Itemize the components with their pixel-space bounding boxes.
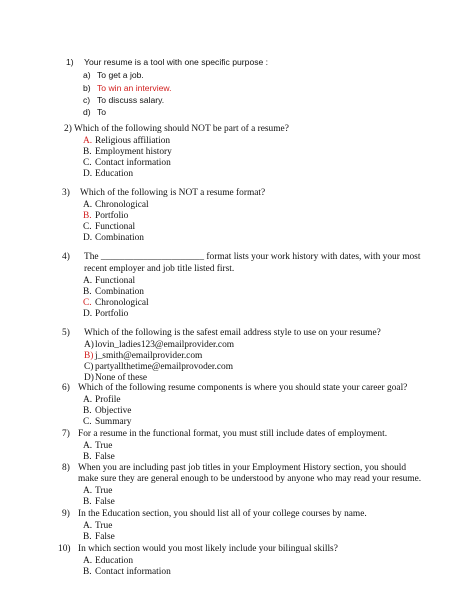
option-7a: A. True [83,441,113,451]
question-3: 3) Which of the following is NOT a resume format? [62,188,266,198]
option-3b: B. Portfolio [83,211,129,221]
option-8a: A. True [83,486,113,496]
option-1d: d) To [83,107,107,117]
option-5b: B) j_smith@emailprovider.com [84,351,203,361]
option-8b: B. False [83,497,115,507]
question-2: 2) Which of the following should NOT be part of a resume? [64,124,289,134]
option-3a: A. Chronological [83,200,149,210]
option-9b: B. False [83,532,115,542]
question-8-line2: make sure they are general enough to be understood by anyone who may read your resume. [78,474,422,484]
question-8: 8) When you are including past job titles in your Employment History section, you should [62,463,407,473]
option-4d: D. Portfolio [83,309,129,319]
option-10b: B. Contact information [83,567,171,577]
option-2c: C. Contact information [83,158,171,168]
option-10a: A. Education [83,556,134,566]
option-5c: C) partyallthetime@emailprovoder.com [84,362,234,372]
option-4b: B. Combination [83,287,144,297]
option-2a: A. Religious affiliation [83,136,171,146]
question-5: 5) Which of the following is the safest email address style to use on your resume? [62,328,381,338]
option-6c: C. Summary [83,417,132,427]
question-6: 6) Which of the following resume components is where you should state your career goal? [62,383,408,393]
option-3d: D. Combination [83,233,144,243]
question-10: 10) In which section would you most likely include your bilingual skills? [58,544,338,554]
option-1b: b) To win an interview. [83,83,172,93]
question-9: 9) In the Education section, you should list all of your college courses by name. [62,509,367,519]
option-2b: B. Employment history [83,147,172,157]
question-stem: Your resume is a tool with one specific purpose : [84,57,269,67]
option-1a: a) To get a job. [83,70,144,80]
option-7b: B. False [83,452,115,462]
option-4c: C. Chronological [83,298,149,308]
question-4-line2: recent employer and job title listed first. [84,264,235,274]
option-6b: B. Objective [83,406,132,416]
option-6a: A. Profile [83,395,121,405]
question-7: 7) For a resume in the functional format, you must still include dates of employment. [62,429,388,439]
option-1c: c) To discuss salary. [83,95,165,105]
question-4: 4) The ______________________ format lists your work history with dates, with your most [62,252,421,262]
option-9a: A. True [83,521,113,531]
option-4a: A. Functional [83,276,136,286]
question-1 [66,57,268,68]
option-2d: D. Education [83,169,134,179]
option-3c: C. Functional [83,222,136,232]
option-5d: D)None of these [84,373,148,383]
option-5a: A)lovin_ladies123@emailprovider.com [84,340,235,350]
question-number: 1) [66,57,74,67]
